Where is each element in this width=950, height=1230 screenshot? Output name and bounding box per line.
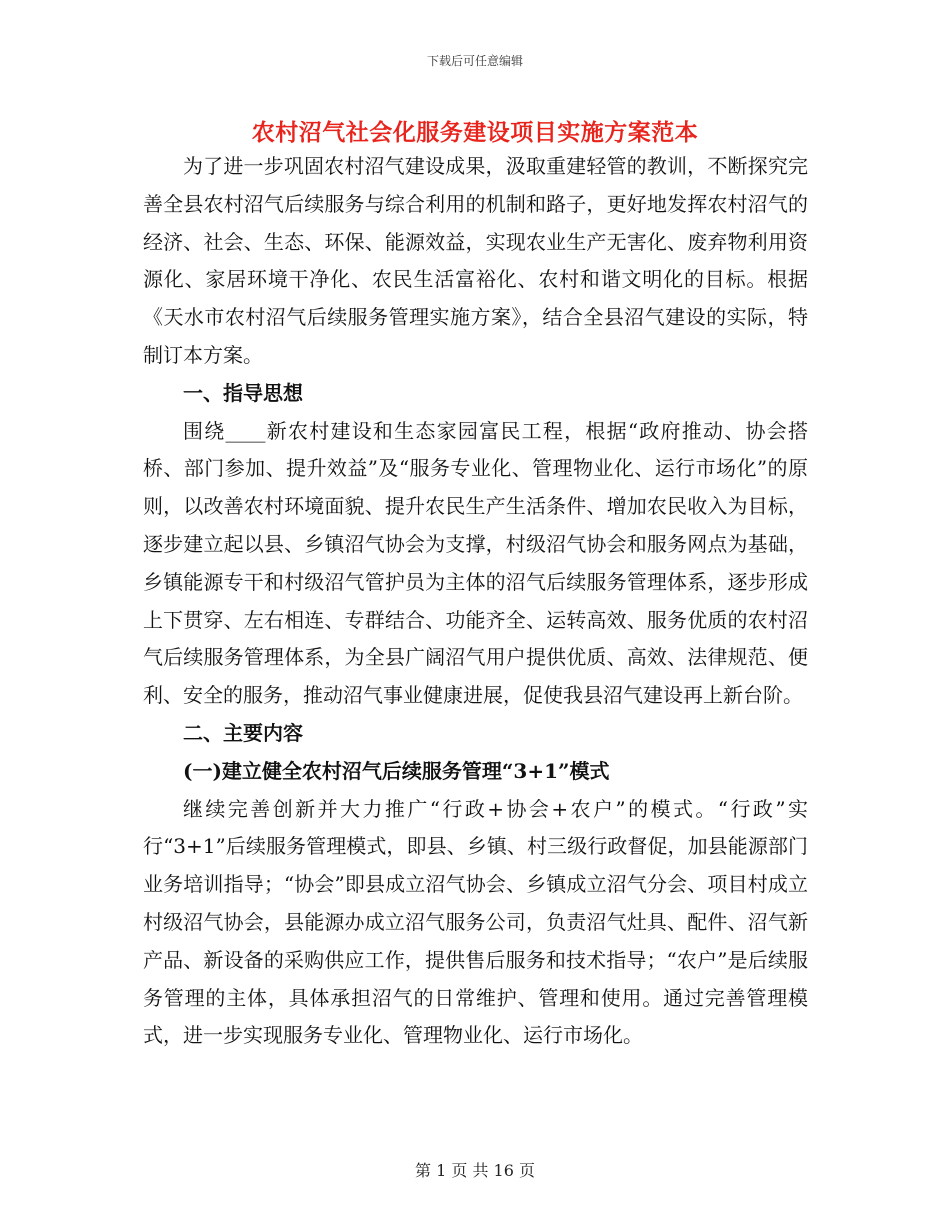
document-title: 农村沼气社会化服务建设项目实施方案范本 [251,119,699,146]
section-heading-main-content: 二、主要内容 [183,720,303,745]
intro-paragraph: 为了进一步巩固农村沼气建设成果，汲取重建轻管的教训，不断探究完善全县农村沼气后续服务与综合利用的机制和路子，更好地发挥农村沼气的经济、社会、生态、环保、能源效益，实现农业生产无害化、废弃物利用资源化、家居环境干净化、农民生活富裕化、农村和谐文明化的目标。根据《天水市农村沼气后续服务管理实施方案》，结合全县沼气建设的实际，特制订本方案。 [143,154,808,367]
model-paragraph: 继续完善创新并大力推广“行政+协会+农户”的模式。“行政”实行“3+1”后续服务管理模式，即县、乡镇、村三级行政督促，加县能源部门业务培训指导；“协会”即县成立沼气协会、乡镇成立沼气分会、项目村成立村级沼气协会，县能源办成立沼气服务公司，负责沼气灶具、配件、沼气新产品、新设备的采购供应工作，提供售后服务和技术指导；“农户”是后续服务管理的主体，具体承担沼气的日常维护、管理和使用。通过完善管理模式，进一步实现服务专业化、管理物业化、运行市场化。 [143,796,808,1048]
header-note: 下载后可任意编辑 [426,54,523,68]
subsection-heading-model: (一)建立健全农村沼气后续服务管理“3+1”模式 [183,758,610,783]
page-number: 第 1 页 共 16 页 [415,1161,535,1180]
document-body [143,148,808,1055]
section-heading-guiding-thought: 一、指导思想 [183,380,303,405]
guiding-thought-paragraph: 围绕____新农村建设和生态家园富民工程，根据“政府推动、协会搭桥、部门参加、提升效益”及“服务专业化、管理物业化、运行市场化”的原则，以改善农村环境面貌、提升农民生产生活条件、增加农民收入为目标，逐步建立起以县、乡镇沼气协会为支撑，村级沼气协会和服务网点为基础，乡镇能源专干和村级沼气管护员为主体的沼气后续服务管理体系，逐步形成上下贯穿、左右相连、专群结合、功能齐全、运转高效、服务优质的农村沼气后续服务管理体系，为全县广阔沼气用户提供优质、高效、法律规范、便利、安全的服务，推动沼气事业健康进展，促使我县沼气建设再上新台阶。 [143,418,808,708]
